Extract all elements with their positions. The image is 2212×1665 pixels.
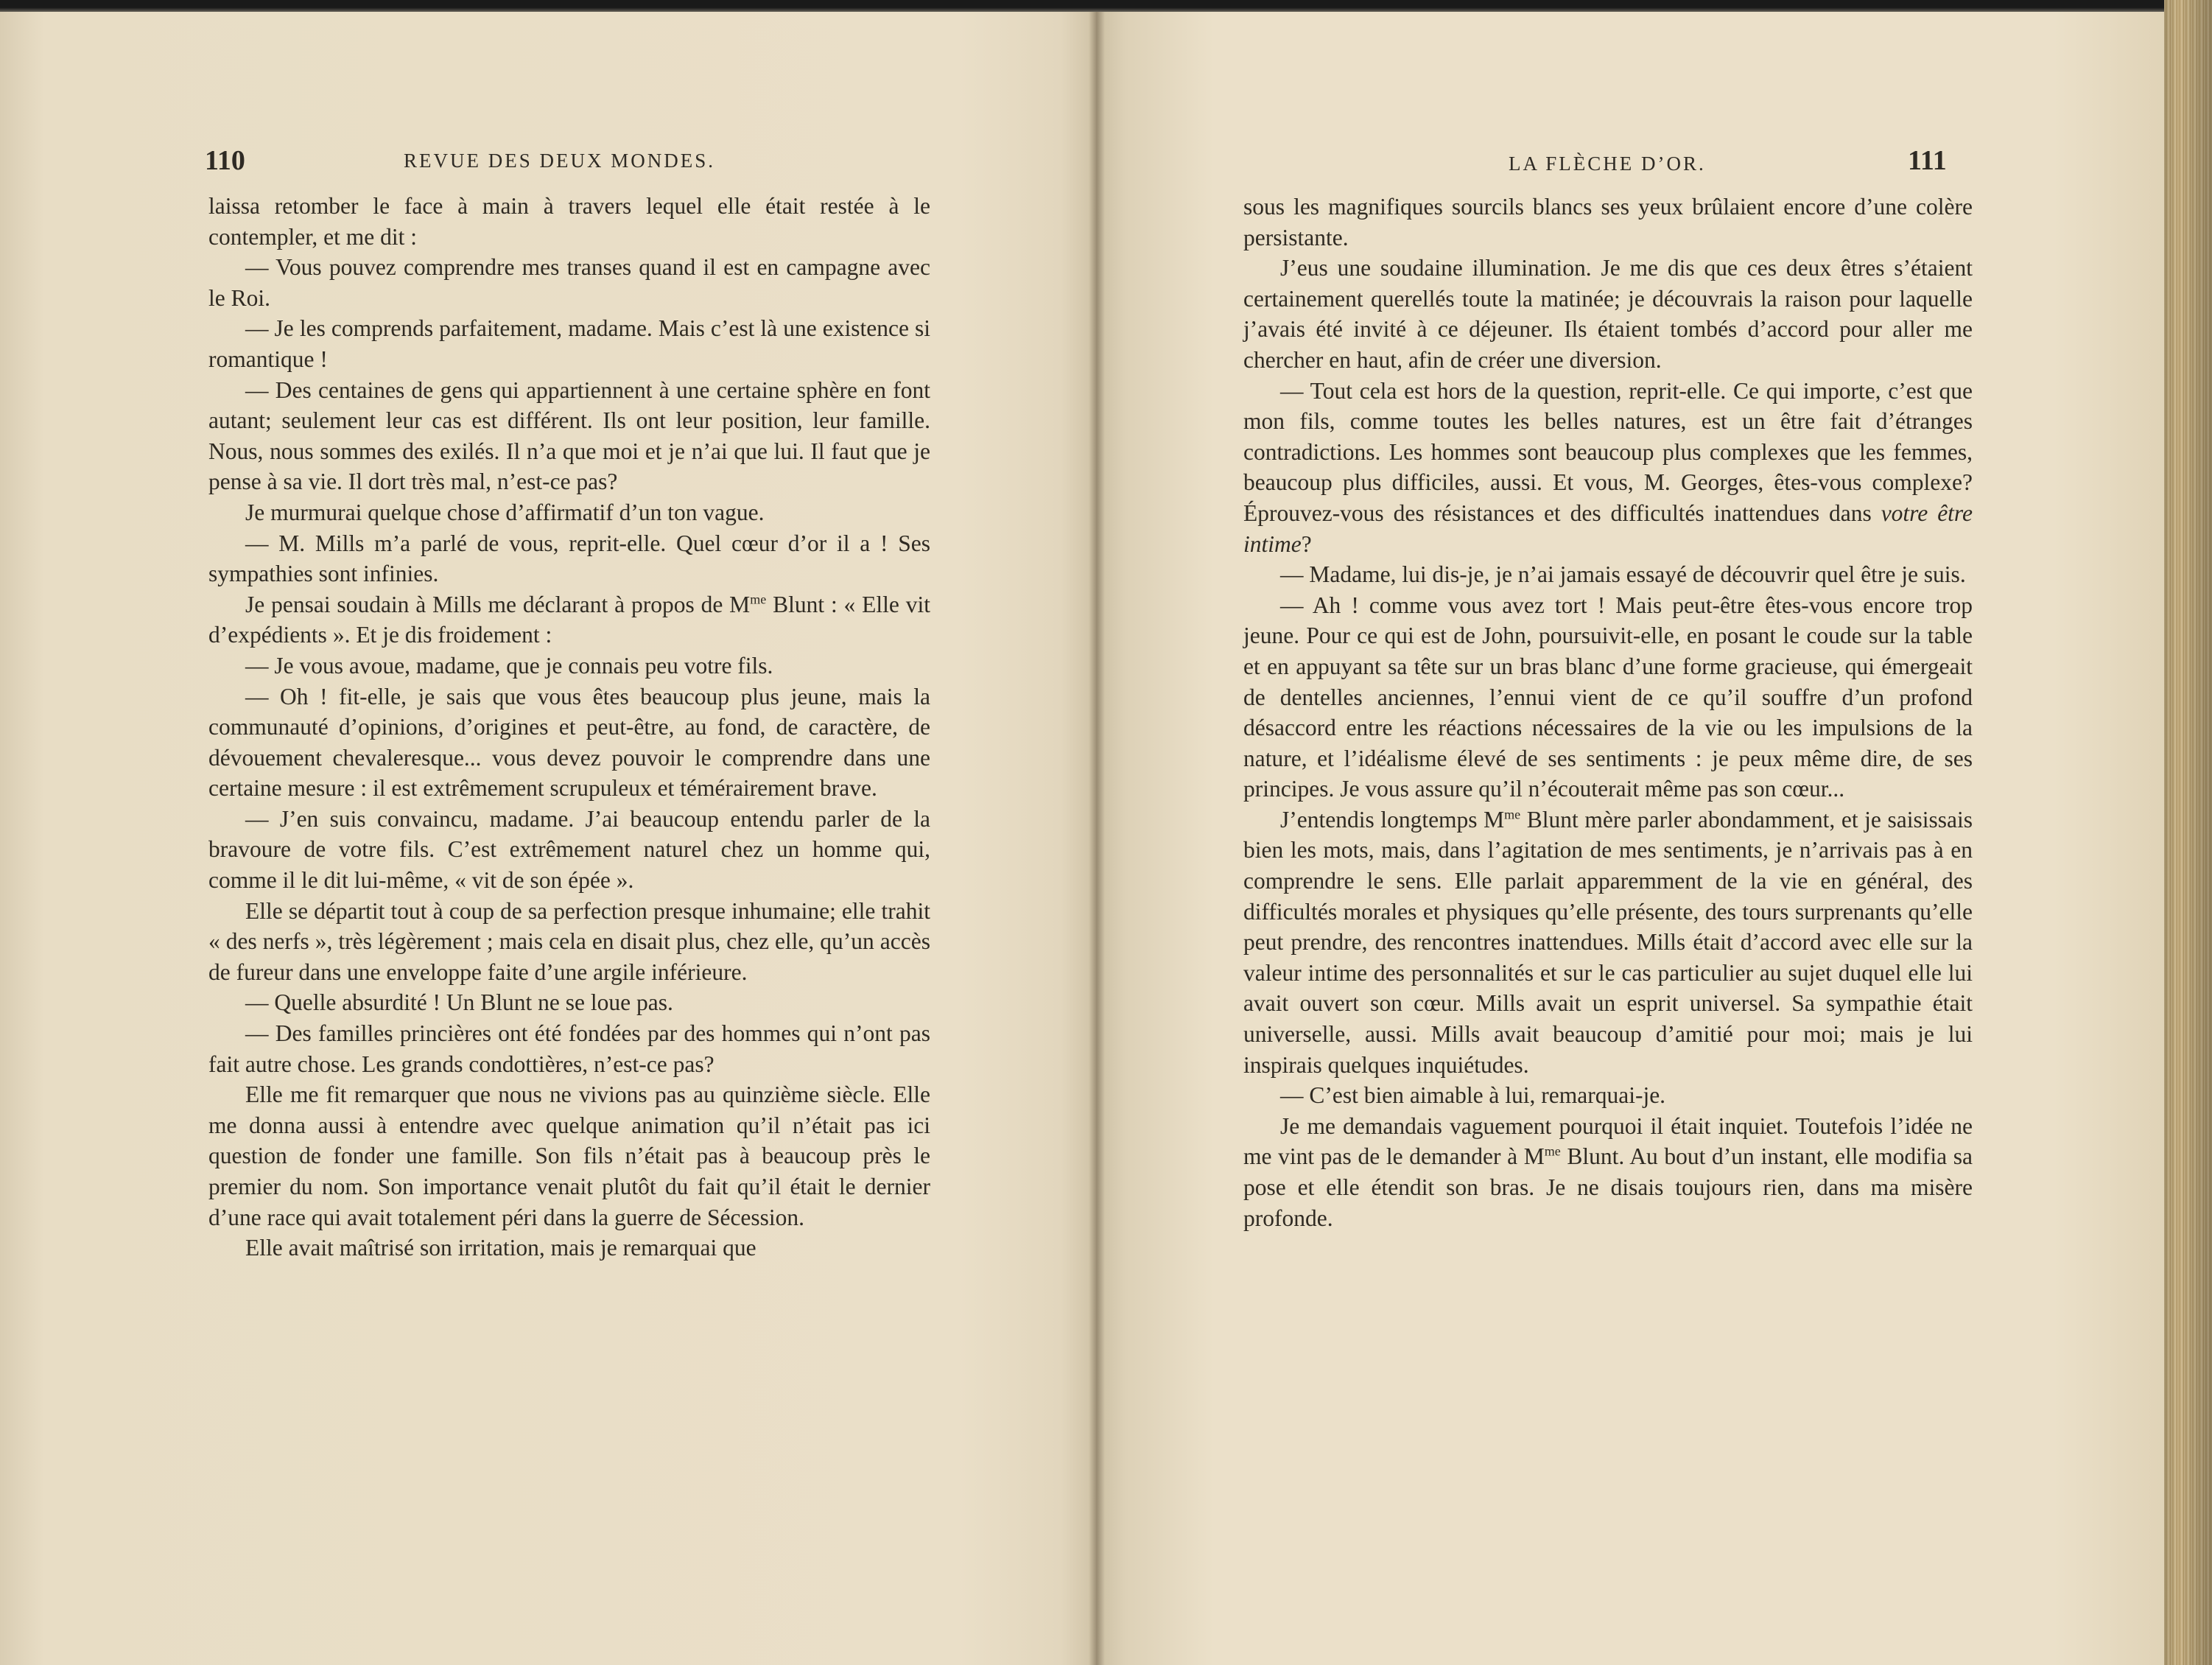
paragraph: — M. Mills m’a parlé de vous, reprit-elle. Quel cœur d’or il a ! Ses sympathies sont infinies. [208, 530, 930, 587]
left-running-head: REVUE DES DEUX MONDES. [404, 150, 715, 172]
paragraph: — Vous pouvez comprendre mes transes quand il est en campagne avec le Roi. [208, 254, 930, 311]
paragraph: — C’est bien aimable à lui, remarquai-je. [1280, 1082, 1666, 1109]
left-page-body [208, 191, 930, 1263]
right-page-body [1243, 192, 1973, 1233]
paragraph: — Ah ! comme vous avez tort ! Mais peut-être êtes-vous encore trop jeune. Pour ce qui est de John, poursuivit-elle, en posant le coude sur la table et en appuyant sa tête sur un bras blanc d’une forme gracieuse, qui émergeait de dentelles anciennes, l’ennui vient de ce qu’il souffre d’un profond désaccord entre les réactions nécessaires de la vie ou les impulsions de la nature, et l’idéalisme élevé de ses sentiments : je peux même dire, de ses principes. Je vous assure qu’il n’écouterait même pas son cœur... [1243, 592, 1973, 802]
book-gutter [1089, 12, 1105, 1665]
paragraph: — Je vous avoue, madame, que je connais peu votre fils. [245, 652, 773, 679]
paragraph: — Des centaines de gens qui appartiennent à une certaine sphère en font autant; seulement leur cas est différent. Ils ont leur position, leur famille. Nous, nous sommes des exilés. Il n’a que moi et je n’ai que lui. Il faut que je pense à sa vie. Il dort très mal, n’est-ce pas? [208, 376, 930, 495]
paragraph: — Quelle absurdité ! Un Blunt ne se loue pas. [245, 989, 673, 1016]
paragraph: — Madame, lui dis-je, je n’ai jamais essayé de découvrir quel être je suis. [1280, 561, 1966, 588]
paragraph: J’eus une soudaine illumination. Je me dis que ces deux êtres s’étaient certainement querellés toute la matinée; je découvrais la raison pour laquelle j’avais été invité à ce déjeuner. Ils étaient tombés d’accord pour aller me chercher en haut, afin de créer une diversion. [1243, 255, 1973, 373]
paragraph: Je murmurai quelque chose d’affirmatif d’un ton vague. [245, 499, 765, 525]
paragraph: J’entendis longtemps $M^{me}$ Blunt mère parler abondamment, et je saisissais bien les mots, mais, dans l’agitation de mes sentiments, je n’arrivais pas à en comprendre le sens. Elle parlait apparemment de la vie en général, des difficultés morales et physiques qu’elle présente, des tours surprenants qu’elle peut prendre, des rencontres inattendues. Mills était d’accord avec elle sur la valeur intime des personnalités et sur le cas particulier au sujet duquel elle lui avait ouvert son cœur. Mills avait un esprit universel. Sa sympathie était universelle, aussi. Mills avait beaucoup d’amitié pour moi; mais je lui inspirais quelques inquiétudes. [1243, 806, 1973, 1078]
paragraph: — J’en suis convaincu, madame. J’ai beaucoup entendu parler de la bravoure de votre fils. C’est extrêmement naturel chez un homme qui, comme il le dit lui-même, « vit de son épée ». [208, 805, 930, 894]
paragraph: laissa retomber le face à main à travers lequel elle était restée à le contempler, et me dit : [208, 193, 930, 250]
paragraph: sous les magnifiques sourcils blancs ses yeux brûlaient encore d’une colère persistante. [1243, 194, 1973, 250]
page-edges-shade [2164, 0, 2212, 1665]
paragraph: — Je les comprends parfaitement, madame. Mais c’est là une existence si romantique ! [208, 315, 930, 372]
paragraph: Elle me fit remarquer que nous ne vivions pas au quinzième siècle. Elle me donna aussi à entendre avec quelque animation qu’il n’était pas ici question de fonder une famille. Son fils n’était pas à beaucoup près le premier du nom. Son importance venait plutôt du fait qu’il était le dernier d’une race qui avait totalement péri dans la guerre de Sécession. [208, 1082, 930, 1230]
paragraph: Je me demandais vaguement pourquoi il était inquiet. Toutefois l’idée ne me vint pas de le demander à $M^{me}$ Blunt. Au bout d’un instant, elle modifia sa pose et elle étendit son bras. Je ne disais toujours rien, dans ma misère profonde. [1243, 1112, 1973, 1231]
right-running-head: LA FLÈCHE D’OR. [1509, 153, 1706, 175]
paragraph: — Tout cela est hors de la question, reprit-elle. Ce qui importe, c’est que mon fils, comme toutes les belles natures, est un être fait d’étranges contradictions. Les hommes sont beaucoup plus complexes que les femmes, beaucoup plus difficiles, aussi. Et vous, M. Georges, êtes-vous complexe? Éprouvez-vous des résistances et des difficultés inattendues dans votre être intime? [1243, 377, 1973, 557]
paragraph: — Des familles princières ont été fondées par des hommes qui n’ont pas fait autre chose. Les grands condottières, n’est-ce pas? [208, 1020, 930, 1077]
right-page-number: 111 [1908, 145, 1947, 176]
paragraph: Je pensai soudain à Mills me déclarant à propos de $M^{me}$ Blunt : « Elle vit d’expédients ». Et je dis froidement : [208, 591, 931, 648]
paragraph: Elle se départit tout à coup de sa perfection presque inhumaine; elle trahit « des nerfs », très légèrement ; mais cela en disait plus, chez elle, qu’un accès de fureur dans une enveloppe faite d’une argile inférieure. [208, 897, 930, 985]
paragraph: Elle avait maîtrisé son irritation, mais je remarquai que [245, 1235, 756, 1261]
paragraph: — Oh ! fit-elle, je sais que vous êtes beaucoup plus jeune, mais la communauté d’opinions, d’origines et peut-être, au fond, de caractère, de dévouement chevaleresque... vous devez pouvoir le comprendre dans une certaine mesure : il est extrêmement scrupuleux et témérairement brave. [208, 683, 930, 802]
left-page-number: 110 [205, 145, 245, 176]
